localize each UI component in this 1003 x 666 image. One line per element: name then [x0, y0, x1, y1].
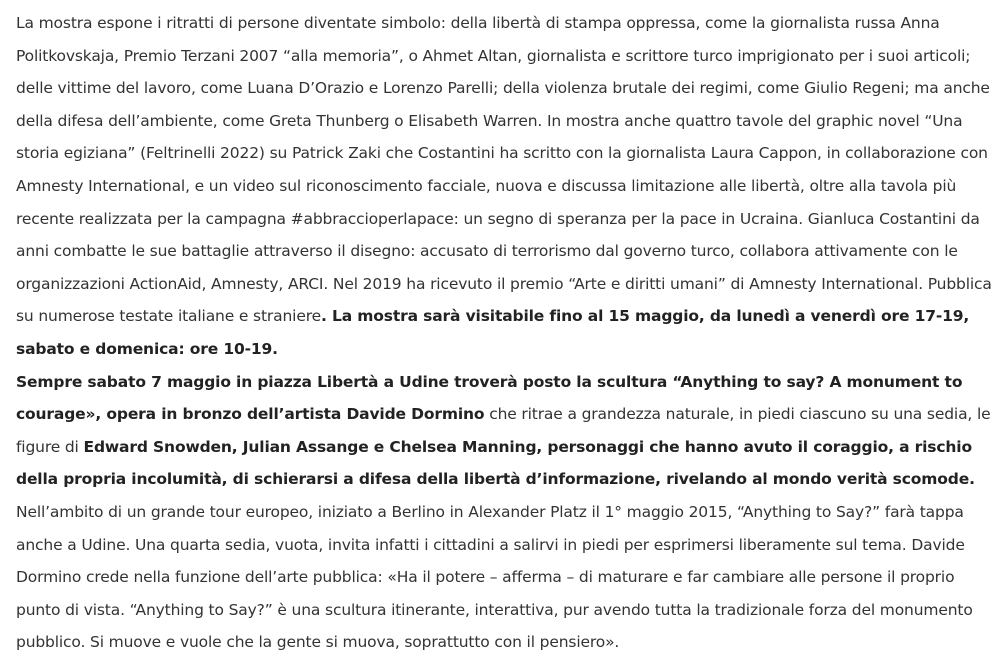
sculpture-description: che ritrae a grandezza naturale, in piedi ciascuno su una sedia, le figure di — [16, 405, 991, 456]
exhibition-period: . — [320, 307, 327, 326]
sculpture-paragraph — [16, 366, 993, 659]
sculpture-intro: Sempre sabato 7 maggio in piazza Libertà a Udine troverà posto la scultura “Anything to say? A monument to courage», opera in bronzo dell’artista Davide Dormino — [16, 372, 963, 424]
exhibition-hours: La mostra sarà visitabile fino al 15 maggio, da lunedì a venerdì ore 17-19, sabato e domenica: ore 10-19. — [16, 307, 970, 358]
exhibition-description: La mostra espone i ritratti di persone diventate simbolo: della libertà di stampa oppressa, come la giornalista russa Anna Politkovskaja, Premio Terzani 2007 “alla memoria”, o Ahmet Altan, giornalista e scrittore turco imprigionato per i suoi articoli; delle vittime del lavoro, come Luana D’Orazio e Lorenzo Parelli; della violenza brutale dei regimi, come Giulio Regeni; ma anche della difesa dell’ambiente, come Greta Thunberg o Elisabeth Warren. In mostra anche quattro tavole del graphic novel “Una storia egiziana” (Feltrinelli 2022) su Patrick Zaki che Costantini ha scritto con la giornalista Laura Cappon, in collaborazione con Amnesty International, e un video sul riconoscimento facciale, nuova e discussa limitazione alle libertà, oltre alla tavola più recente realizzata per la campagna #abbraccioperlapace: un segno di speranza per la pace in Ucraina. Gianluca Costantini da anni combatte le sue battaglie attraverso il disegno: accusato di terrorismo dal governo turco, collabora attivamente con le organizzazioni ActionAid, Amnesty, ARCI. Nel 2019 ha ricevuto il premio “Arte e diritti umani” di Amnesty International. Pubblica su numerose testate italiane e straniere — [16, 14, 992, 326]
whistleblowers-names: Edward Snowden, Julian Assange e Chelsea Manning, personaggi che hanno avuto il coraggio, a rischio della propria incolumità, di schierarsi a difesa della libertà d’informazione, rivelando al mondo verità scomode. — [16, 437, 975, 489]
sculpture-tour-text: Nell’ambito di un grande tour europeo, iniziato a Berlino in Alexander Platz il 1° maggio 2015, “Anything to Say?” farà tappa anche a Udine. Una quarta sedia, vuota, invita infatti i cittadini a salirvi in piedi per esprimersi liberamente sul tema. Davide Dormino crede nella funzione dell’arte pubblica: «Ha il potere – afferma – di maturare e far cambiare alle persone il proprio punto di vista. “Anything to Say?” è una scultura itinerante, interattiva, pur avendo tutta la tradizionale forza del monumento pubblico. Si muove e vuole che la gente si muova, soprattutto con il pensiero». — [16, 502, 973, 652]
exhibition-paragraph — [16, 7, 993, 366]
